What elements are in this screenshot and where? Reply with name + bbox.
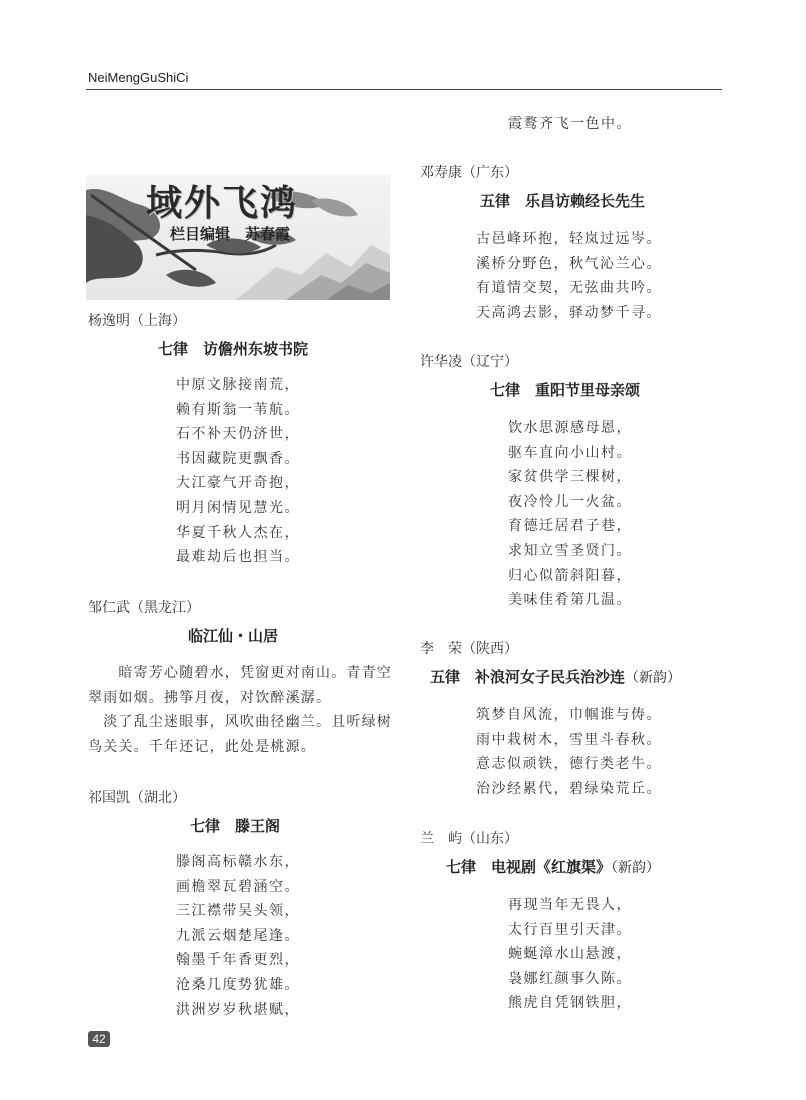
poem-line: 熊虎自凭钢铁胆，	[508, 995, 632, 1012]
poem-line: 华夏千秋人杰在，	[176, 524, 300, 541]
poem-line: 九派云烟楚尾逢。	[176, 927, 300, 944]
page-number: 42	[88, 1031, 110, 1047]
poem-lines	[176, 850, 300, 1022]
entry-author: 杨逸明（上海）	[88, 313, 186, 329]
poem-line: 家贫供学三棵树，	[508, 469, 632, 486]
banner-title: 域外飞鸿	[146, 183, 299, 224]
poem-line: 天高鸿去影，驿动梦千寻。	[476, 304, 662, 321]
poem-title: 七律 重阳节里母亲颂	[490, 381, 641, 399]
poem-line: 夜冷怜儿一火盆。	[508, 493, 632, 510]
rhyme-note: （新韵）	[611, 860, 661, 876]
poem-title-text: 七律 电视剧《红旗渠》	[446, 858, 612, 876]
poem-line: 中原文脉接南荒，	[176, 377, 300, 393]
poem-line: 翰墨千年香更烈，	[176, 952, 300, 969]
poem-line: 求知立雪圣贤门。	[508, 542, 632, 559]
poem-line: 饮水思源感母恩，	[508, 420, 632, 436]
header-rule	[86, 89, 722, 90]
entry-author: 李 荣（陕西）	[420, 641, 518, 657]
poem-line: 石不补天仍济世，	[176, 426, 300, 443]
poem-lines	[476, 227, 662, 325]
poem-continuation	[508, 112, 632, 137]
poem-lines	[508, 416, 632, 613]
poem-line: 最难劫后也担当。	[176, 549, 300, 566]
rhyme-note: （新韵）	[625, 670, 682, 686]
entry-author: 邓寿康（广东）	[420, 165, 518, 181]
entry-author: 邹仁武（黑龙江）	[88, 600, 200, 616]
poem-line: 归心似箭斜阳暮，	[508, 567, 632, 584]
poem-title	[430, 666, 681, 687]
ci-stanza: 淡了乱尘迷眼事，风吹曲径幽兰。且听绿树鸟关关。千年还记，此处是桃源。	[88, 714, 392, 755]
poem-title: 七律 滕王阁	[190, 817, 281, 835]
poem-title-text: 五律 补浪河女子民兵治沙连	[430, 668, 626, 686]
poem-title: 五律 乐昌访赖经长先生	[480, 192, 646, 210]
poem-line: 古邑峰环抱，轻岚过远岑。	[476, 231, 662, 247]
poem-line: 雨中栽树木，雪里斗春秋。	[476, 731, 662, 748]
poem-title: 七律 访儋州东坡书院	[158, 340, 309, 358]
ci-stanza: 暗寄芳心随碧水，凭窗更对南山。青青空翠雨如烟。拂筝月夜，对饮醉溪潺。	[88, 665, 392, 706]
poem-line: 再现当年无畏人，	[508, 897, 632, 913]
column-banner	[86, 175, 390, 300]
ci-text	[88, 661, 392, 759]
poem-line: 美味佳肴第几温。	[508, 592, 632, 609]
entry-author: 许华凌（辽宁）	[420, 354, 518, 370]
poem-line: 画檐翠瓦碧涵空。	[176, 878, 300, 895]
poem-line: 书因藏院更飘香。	[176, 450, 300, 467]
poem-lines	[508, 893, 632, 1016]
poem-line: 蜿蜒漳水山悬渡，	[508, 946, 632, 963]
entry-author: 祁国凯（湖北）	[88, 790, 186, 806]
banner-editor: 栏目编辑 苏春霞	[170, 225, 291, 243]
poem-line: 三江襟带吴头领，	[176, 903, 300, 920]
poem-line: 溪桥分野色，秋气沁兰心。	[476, 255, 662, 272]
poem-line: 治沙经累代，碧绿染荒丘。	[476, 780, 662, 797]
poem-title	[446, 856, 660, 877]
poem-line: 驱车直向小山村。	[508, 444, 632, 461]
entry-author: 兰 屿（山东）	[420, 831, 518, 847]
poem-line: 育德迁居君子巷，	[508, 518, 632, 535]
poem-title: 临江仙・山居	[188, 627, 279, 645]
poem-line: 有道情交契，无弦曲共吟。	[476, 280, 662, 297]
poem-line: 赖有斯翁一苇航。	[176, 401, 300, 418]
poem-line: 筑梦自风流，巾帼谁与俦。	[476, 707, 662, 723]
poem-line: 袅娜红颜事久陈。	[508, 970, 632, 987]
poem-line: 沧桑几度势犹雄。	[176, 976, 300, 993]
poem-line: 太行百里引天津。	[508, 921, 632, 938]
poem-line: 大江豪气开奇抱，	[176, 475, 300, 492]
poem-line: 洪洲岁岁秋堪赋，	[176, 1001, 300, 1018]
poem-line: 意志似顽铁，德行类老牛。	[476, 756, 662, 773]
poem-line: 明月闲情见慧光。	[176, 499, 300, 516]
poem-lines	[176, 373, 300, 570]
running-header: NeiMengGuShiCi	[88, 70, 189, 85]
poem-line: 霞鹜齐飞一色中。	[508, 116, 632, 132]
poem-line: 滕阁高标赣水东，	[176, 854, 300, 870]
poem-lines	[476, 703, 662, 801]
